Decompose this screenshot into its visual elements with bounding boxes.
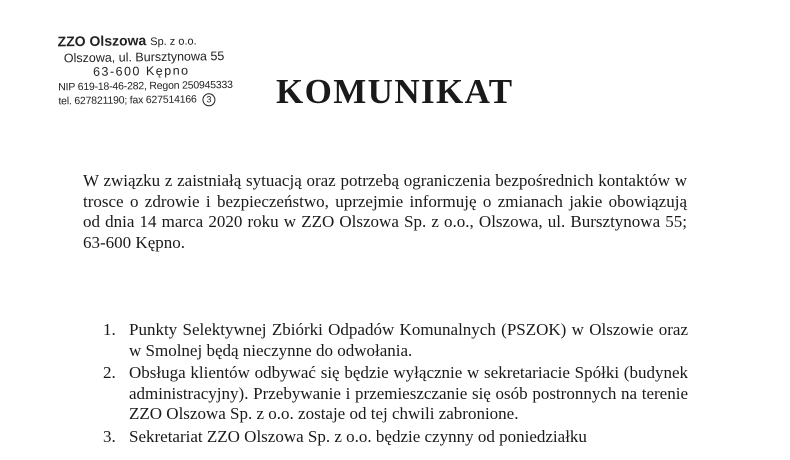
list-item — [100, 363, 688, 425]
list-item — [100, 320, 688, 361]
company-stamp — [57, 32, 258, 109]
stamp-nip-regon: NIP 619-18-46-282, Regon 250945333 — [58, 78, 233, 93]
intro-paragraph: W związku z zaistniałą sytuacją oraz potrzebą ograniczenia bezpośrednich kontaktów w trosce o zdrowie i bezpieczeństwo, uprzejmie informuję o zmianach jakie obowiązują od dnia 14 marca 2020 roku w ZZO Olszowa Sp. z o.o., Olszowa, ul. Bursztynowa 55; 63-600 Kępno. — [83, 171, 687, 252]
stamp-city: 63-600 Kępno — [92, 63, 190, 79]
stamp-company-suffix: Sp. z o.o. — [150, 35, 197, 49]
stamp-phone-fax — [58, 92, 258, 109]
list-item-text: Sekretariat ZZO Olszowa Sp. z o.o. będzie czynny od poniedziałku — [129, 426, 587, 446]
document-title: KOMUNIKAT — [276, 72, 514, 111]
stamp-number-circle: 3 — [202, 93, 215, 106]
list-item-number: 1. — [103, 320, 116, 339]
stamp-phone-fax-text: tel. 627821190; fax 627514166 — [58, 93, 197, 108]
list-item-text: Obsługa klientów odbywać się będzie wyłącznie w sekretariacie Spółki (budynek administracyjny). Przebywanie i przemieszczanie się osób postronnych na terenie ZZO Olszowa Sp. z o.o. zostaje od tej chwili zabronione. — [129, 363, 688, 423]
list-item-text: Punkty Selektywnej Zbiórki Odpadów Komunalnych (PSZOK) w Olszowie oraz w Smolnej będą nieczynne do odwołania. — [129, 320, 688, 360]
stamp-address: Olszowa, ul. Bursztynowa 55 — [63, 48, 225, 65]
list-item-number: 2. — [103, 363, 116, 382]
list-item — [100, 427, 688, 448]
stamp-company-name: ZZO Olszowa — [57, 32, 147, 50]
list-item-number: 3. — [103, 426, 116, 446]
announcement-list — [100, 320, 688, 449]
